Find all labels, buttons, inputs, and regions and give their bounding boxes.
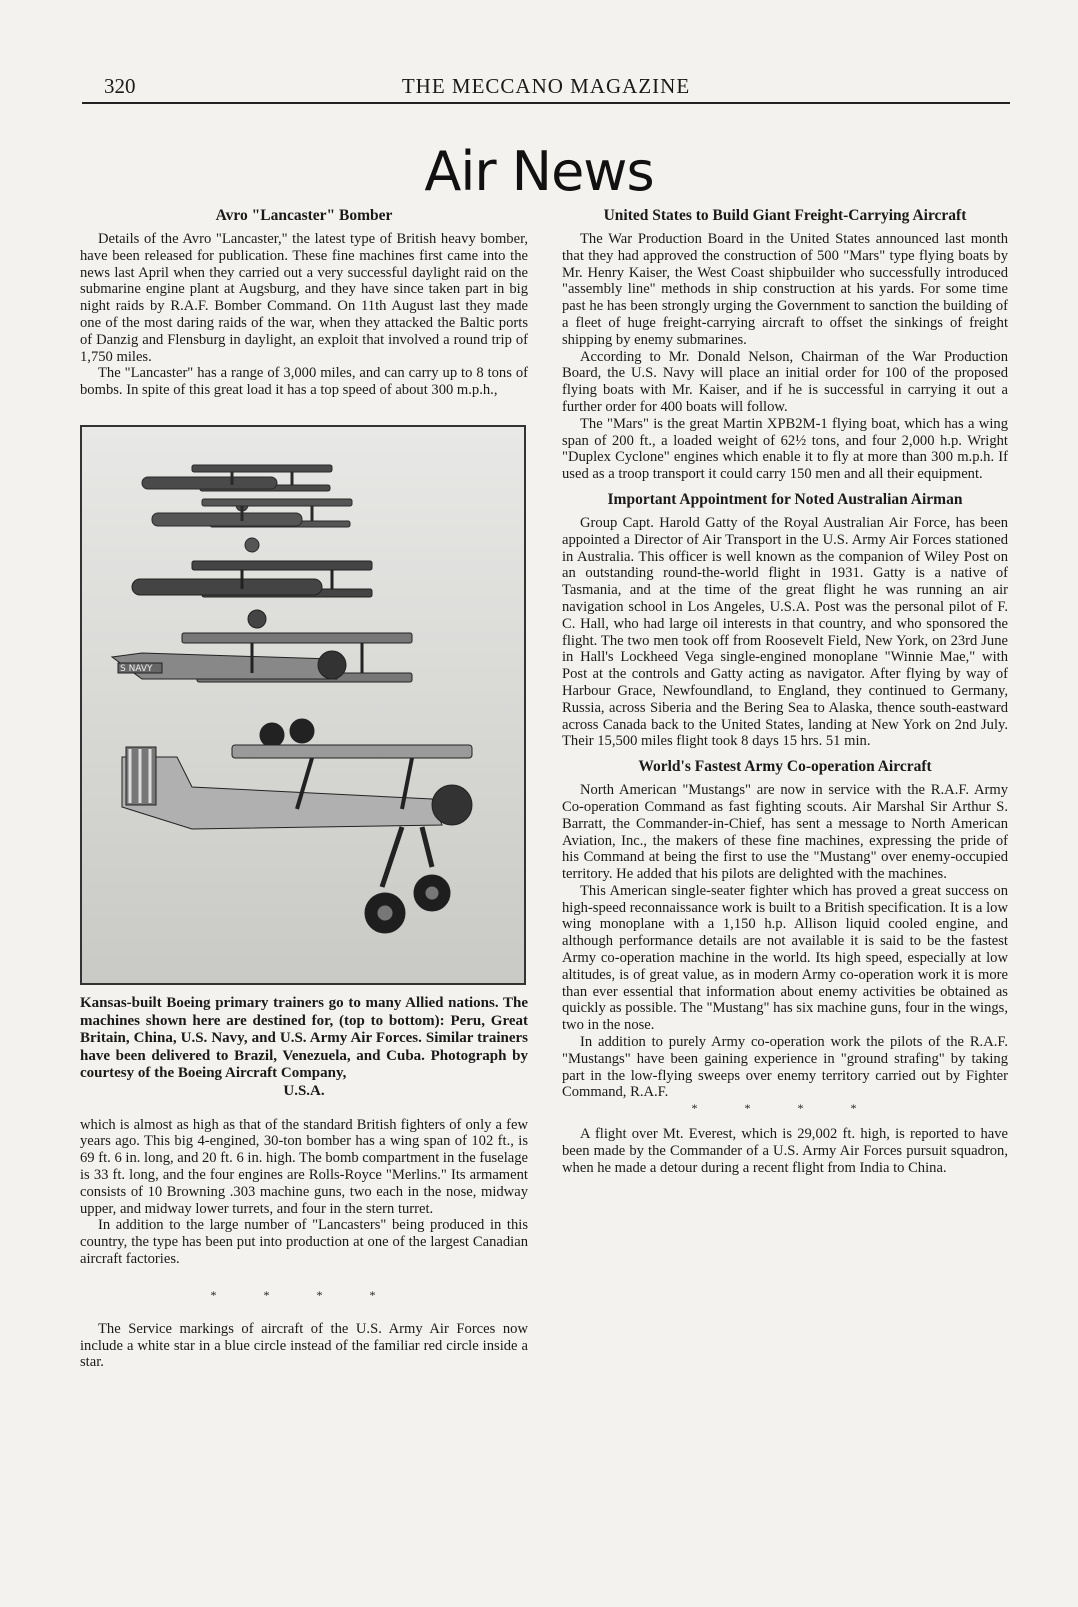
section-separator: * * * * [210, 1287, 398, 1302]
article-title-appointment: Important Appointment for Noted Australian Airman [607, 490, 963, 508]
article-paragraph: According to Mr. Donald Nelson, Chairman of the War Production Board, the U.S. Navy will place an initial order for 100 of the proposed flying boats with Mr. Kaiser, and if he is successful in carrying it out a further order for 400 boats will follow. [562, 348, 1008, 415]
magazine-name: THE MECCANO MAGAZINE [401, 74, 691, 98]
article-title-lancaster: Avro "Lancaster" Bomber [215, 207, 393, 224]
biplane-great-britain [152, 499, 352, 552]
photo-caption [80, 995, 528, 1101]
article-title-freight: United States to Build Giant Freight-Carrying Aircraft [603, 207, 967, 224]
photo-caption-text: Kansas-built Boeing primary trainers go to many Allied nations. The machines shown here are destined for, (top to bottom): Peru, Great Britain, China, U.S. Navy, and U.S. Army Air Forces. Similar trainers have been delivered to Brazil, Venezuela, and Cuba. Photograph by courtesy of the Boeing Aircraft Company, [80, 994, 528, 1082]
article-paragraph: The "Mars" is the great Martin XPB2M-1 flying boat, which has a wing span of 200 ft., a loaded weight of 62½ tons, and four 2,000 h.p. Wright "Duplex Cyclone" engines which enable it to fly at more than 300 m.p.h. If used as a troop transport it could carry 150 men and all their equipment. [562, 415, 1008, 483]
article-paragraph: which is almost as high as that of the standard British fighters of only a few years ago. This big 4-engined, 30-ton bomber has a wing span of 102 ft., is 69 ft. 6 in. long, and 20 ft. 6 in. high. The bomb compartment in the fuselage is 33 ft. long, and the four engines are Rolls-Royce "Merlins." Its armament consists of 10 Browning .303 machine guns, two each in the nose, midway upper, and midway lower turrets, and four in the stern turret. [80, 1116, 529, 1217]
article-paragraph-everest: A flight over Mt. Everest, which is 29,002 ft. high, is reported to have been made by the Commander of a U.S. Army Air Forces pursuit squadron, when he made a detour during a recent flight from India to China. [562, 1126, 1008, 1176]
article-paragraph: In addition to purely Army co-operation work the pilots of the R.A.F. "Mustangs" have been gaining experience in "ground strafing" by taking part in the low-flying sweeps over enemy territory carried out by Fighter Command, R.A.F. [562, 1034, 1008, 1101]
biplane-us-army [122, 745, 472, 933]
section-separator: * * * * [691, 1101, 879, 1116]
section-title: Air News [424, 140, 654, 203]
article-paragraph: The "Lancaster" has a range of 3,000 miles, and can carry up to 8 tons of bombs. In spite of this great load it has a top speed of about 300 m.p.h., [80, 365, 528, 399]
boeing-trainers-photo [80, 425, 526, 985]
article-paragraph: Group Capt. Harold Gatty of the Royal Australian Air Force, has been appointed a Director of Air Transport in the U.S. Army Air Forces stationed in Australia. This officer is well known as the companion of Wiley Post on an outstanding round-the-world flight in 1931. Gatty is a native of Tasmania, and at the time of the great flight he was running an air navigation school in Los Angeles, U.S.A. Post was the personal pilot of F. C. Hall, who had large oil interests in that country, and who sponsored the flight. The two men took off from Roosevelt Field, New York, on 23rd June in Hall's Lockheed Vega single-engined monoplane "Winnie Mae," with Post at the controls and Gatty acting as navigator. After flying by way of Harbour Grace, Newfoundland, to England, they continued to Germany, Russia, across Siberia and the Bering Sea to Alaska, thence south-eastward across Canada back to the United States, landing at New York on 2nd July. Their 15,500 miles flight took 8 days 15 hrs. 51 min. [562, 514, 1008, 750]
biplane-china [132, 561, 372, 628]
photo-caption-end: U.S.A. [283, 1082, 325, 1099]
page-number: 320 [104, 74, 136, 98]
article-paragraph: In addition to the large number of "Lancasters" being produced in this country, the type has been put into production at one of the largest Canadian aircraft factories. [80, 1217, 528, 1267]
navy-marking: S NAVY [120, 663, 153, 674]
right-column [562, 205, 1008, 1177]
biplanes-illustration [82, 427, 524, 983]
article-paragraph: Details of the Avro "Lancaster," the latest type of British heavy bomber, have been released for publication. These fine machines first came into the news last April when they carried out a very successful daylight raid on the submarine engine plant at Augsburg, and they have since taken part in big night raids by R.A.F. Bomber Command. On 11th August last they made one of the most daring raids of the war, when they attacked the Baltic ports of Danzig and Flensburg in daylight, an exploit that involved a round trip of 1,750 miles. [80, 231, 528, 365]
article-paragraph: North American "Mustangs" are now in service with the R.A.F. Army Co-operation Command as fast fighting scouts. Air Marshal Sir Arthur S. Barratt, the Commander-in-Chief, has sent a message to North American Aviation, Inc., the makers of these fine machines, expressing the pride of his Command at being the first to use the "Mustang" over enemy-occupied territory. He added that his pilots are delighted with the machines. [562, 782, 1008, 883]
article-title-mustang: World's Fastest Army Co-operation Aircraft [638, 758, 932, 776]
article-paragraph-markings: The Service markings of aircraft of the U.S. Army Air Forces now include a white star in a blue circle instead of the familiar red circle inside a star. [80, 1320, 528, 1371]
running-head [82, 70, 1010, 104]
article-paragraph: The War Production Board in the United States announced last month that they had approved the construction of 500 "Mars" type flying boats by Mr. Henry Kaiser, the West Coast shipbuilder who successfully introduced "assembly line" methods in ship construction at his yards. For some time past he has been strongly urging the Government to sanction the building of a fleet of huge freight-carrying aircraft to offset the sinkings of freight shipping by enemy submarines. [562, 231, 1008, 348]
left-column [80, 205, 528, 1371]
biplane-us-navy [112, 633, 412, 747]
article-paragraph: This American single-seater fighter which has proved a great success on high-speed reconnaissance work is built to a British specification. It is a low wing monoplane with a 1,150 h.p. Allison liquid cooled engine, and although performance details are not available it is said to be the fastest Army co-operation machine in the world. Its high speed, especially at low altitudes, is of great value, as in modern Army co-operation work it is more than ever essential that information about enemy activities be obtained as quickly as possible. The "Mustang" has six machine guns, four in the wings, two in the nose. [562, 882, 1008, 1034]
